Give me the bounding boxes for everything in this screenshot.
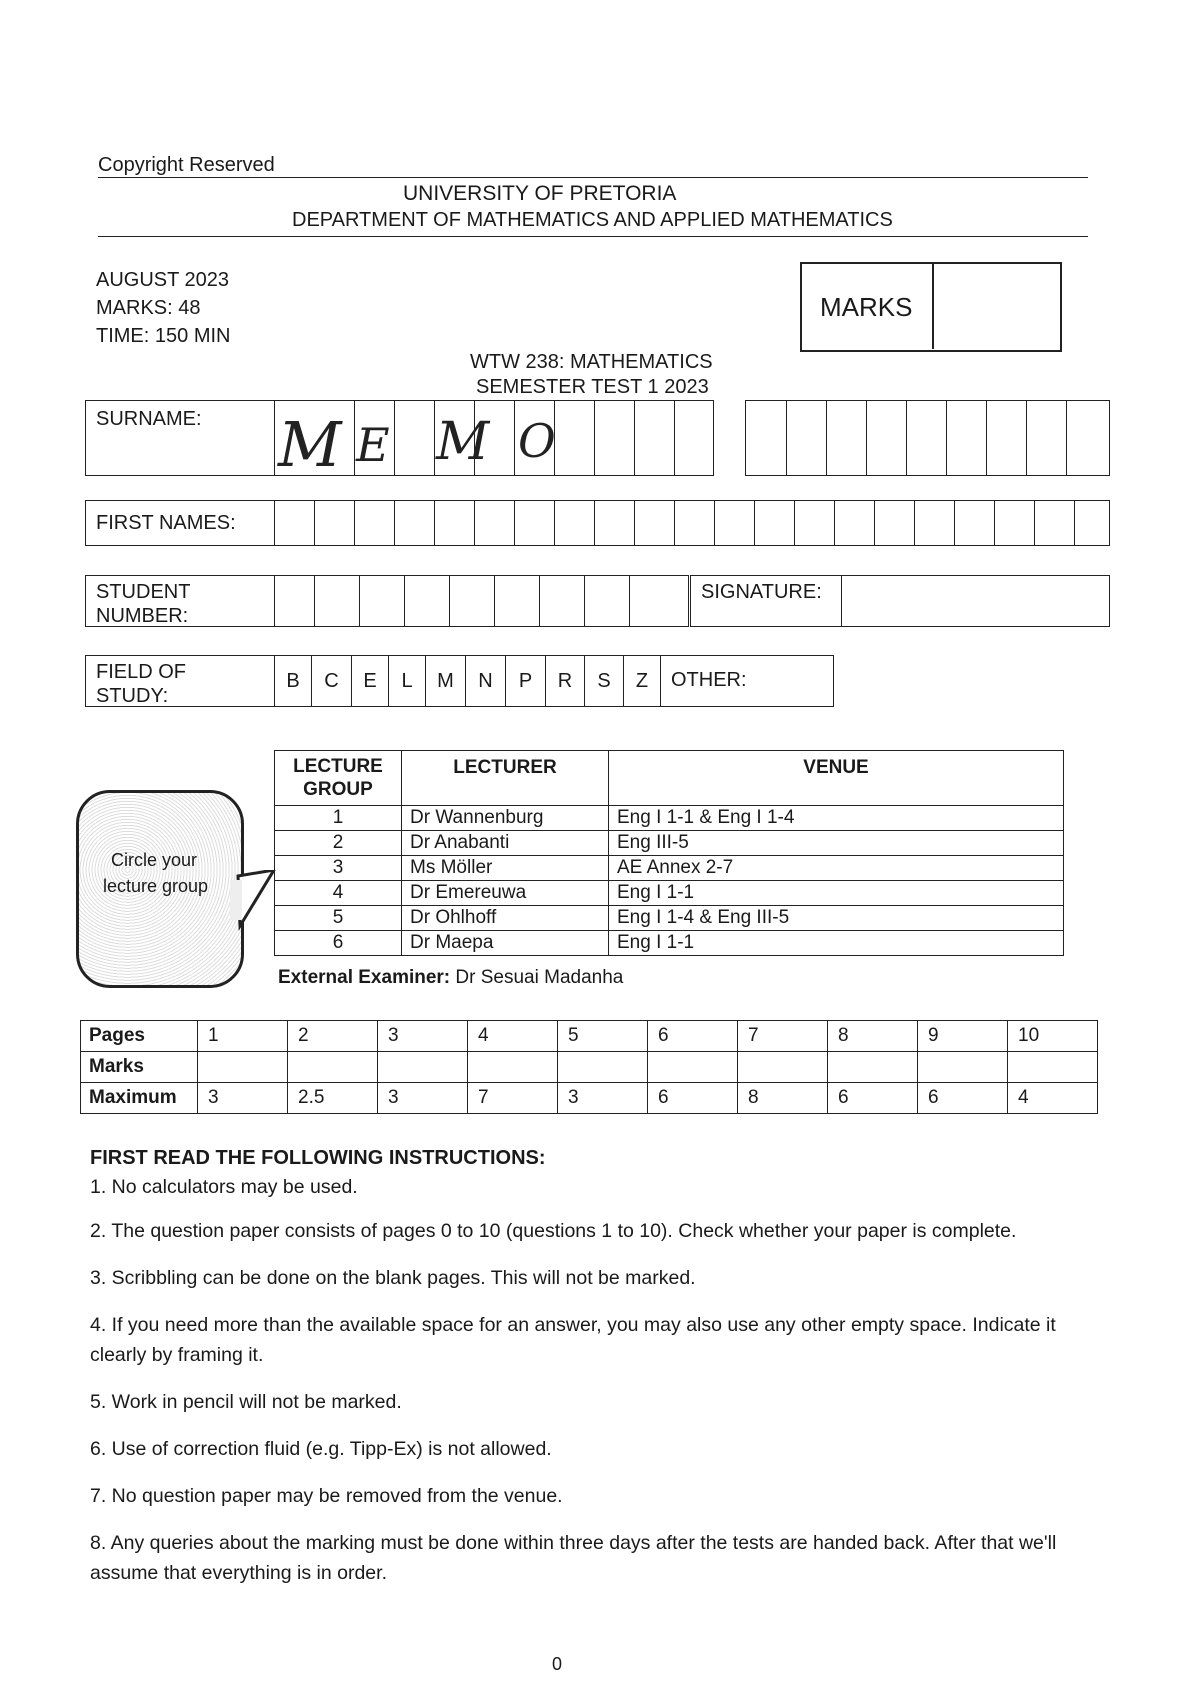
field-option-other[interactable]: [660, 656, 832, 706]
instruction-item: 2. The question paper consists of pages 0 to 10 (questions 1 to 10). Check whether your paper is complete.: [90, 1220, 1017, 1242]
callout-line-1: Circle your: [111, 850, 198, 870]
callout-line-2: lecture group: [103, 876, 209, 896]
marks-box-label: MARKS: [820, 292, 913, 322]
student-number-label-box: [85, 575, 275, 627]
instruction-item: 1. No calculators may be used.: [90, 1176, 358, 1198]
external-examiner: [278, 968, 623, 987]
maximum-cell: 6: [648, 1083, 738, 1114]
lecture-group-callout: [76, 790, 244, 988]
surname-label: SURNAME:: [96, 408, 202, 430]
exam-time: TIME: 150 MIN: [96, 325, 231, 347]
field-option-b[interactable]: B: [274, 656, 311, 706]
maximum-row-label: Maximum: [81, 1083, 198, 1114]
field-of-study-label-box: [85, 655, 275, 707]
external-examiner-name: Dr Sesuai Madanha: [455, 967, 624, 988]
department-name: DEPARTMENT OF MATHEMATICS AND APPLIED MATHEMATICS: [292, 209, 893, 231]
maximum-row: [81, 1083, 1098, 1114]
page-number: 0: [552, 1654, 563, 1674]
surname-handwritten-2: E: [356, 418, 390, 472]
surname-handwritten-3: M: [436, 412, 490, 472]
page-cell: 3: [378, 1021, 468, 1052]
test-title: SEMESTER TEST 1 2023: [476, 376, 709, 398]
instruction-item: 3. Scribbling can be done on the blank pages. This will not be marked.: [90, 1267, 696, 1289]
mark-cell[interactable]: [378, 1052, 468, 1083]
mark-cell[interactable]: [468, 1052, 558, 1083]
page-cell: 8: [828, 1021, 918, 1052]
mark-cell[interactable]: [558, 1052, 648, 1083]
lecture-group-row[interactable]: 3 Ms Möller AE Annex 2-7: [275, 856, 1064, 881]
marks-row-label: Marks: [81, 1052, 198, 1083]
surname-handwritten-1: M: [278, 408, 342, 481]
other-label: OTHER:: [671, 669, 747, 691]
field-option-n[interactable]: N: [465, 656, 505, 706]
surname-label-box: [85, 400, 275, 476]
maximum-cell: 7: [468, 1083, 558, 1114]
field-option-e[interactable]: E: [351, 656, 388, 706]
lecture-group-row[interactable]: 1 Dr Wannenburg Eng I 1-1 & Eng I 1-4: [275, 806, 1064, 831]
marks-box: [800, 262, 1062, 352]
mark-cell[interactable]: [288, 1052, 378, 1083]
field-option-s[interactable]: S: [584, 656, 623, 706]
lecture-group-row[interactable]: 6 Dr Maepa Eng I 1-1: [275, 931, 1064, 956]
field-option-z[interactable]: Z: [623, 656, 660, 706]
first-names-label: FIRST NAMES:: [96, 512, 236, 534]
page-cell: 2: [288, 1021, 378, 1052]
maximum-cell: 3: [558, 1083, 648, 1114]
lecture-table-header: [275, 751, 1064, 806]
exam-marks: MARKS: 48: [96, 297, 201, 319]
pages-row: [81, 1021, 1098, 1052]
header-venue: VENUE: [609, 751, 1064, 806]
surname-boxes-2[interactable]: [745, 400, 1110, 476]
instructions-list: [90, 1172, 1080, 1605]
instruction-item: 4. If you need more than the available space for an answer, you may also use any other empty space. Indicate it clearly by framing it.: [90, 1314, 1056, 1366]
exam-date: AUGUST 2023: [96, 269, 230, 291]
header-lecturer: LECTURER: [402, 751, 609, 806]
page-cell: 6: [648, 1021, 738, 1052]
mark-cell[interactable]: [918, 1052, 1008, 1083]
copyright-text: Copyright Reserved: [98, 154, 275, 176]
mark-cell[interactable]: [738, 1052, 828, 1083]
student-number-boxes[interactable]: [274, 575, 689, 627]
field-option-m[interactable]: M: [425, 656, 465, 706]
mark-cell[interactable]: [1008, 1052, 1098, 1083]
signature-box[interactable]: [690, 575, 1110, 627]
university-name: UNIVERSITY OF PRETORIA: [403, 182, 677, 205]
lecture-group-row[interactable]: 4 Dr Emereuwa Eng I 1-1: [275, 881, 1064, 906]
maximum-cell: 8: [738, 1083, 828, 1114]
header-lecture-group: LECTURE GROUP: [275, 751, 402, 806]
first-names-boxes[interactable]: [274, 500, 1110, 546]
maximum-cell: 3: [378, 1083, 468, 1114]
instruction-item: 6. Use of correction fluid (e.g. Tipp-Ex) is not allowed.: [90, 1438, 552, 1460]
field-label-2: STUDY:: [96, 685, 169, 707]
page-cell: 5: [558, 1021, 648, 1052]
page-cell: 9: [918, 1021, 1008, 1052]
mark-cell[interactable]: [198, 1052, 288, 1083]
instruction-item: 7. No question paper may be removed from the venue.: [90, 1485, 563, 1507]
callout-pointer: [230, 870, 280, 940]
lecture-group-row[interactable]: 5 Dr Ohlhoff Eng I 1-4 & Eng III-5: [275, 906, 1064, 931]
maximum-cell: 4: [1008, 1083, 1098, 1114]
marks-row: [81, 1052, 1098, 1083]
external-examiner-label: External Examiner:: [278, 967, 451, 988]
page-cell: 10: [1008, 1021, 1098, 1052]
lecture-group-table: [274, 750, 1064, 956]
pages-row-label: Pages: [81, 1021, 198, 1052]
page-cell: 1: [198, 1021, 288, 1052]
field-label-1: FIELD OF: [96, 661, 187, 683]
field-option-r[interactable]: R: [545, 656, 584, 706]
number-label: NUMBER:: [96, 605, 189, 627]
course-title: WTW 238: MATHEMATICS: [470, 351, 713, 373]
instruction-item: 5. Work in pencil will not be marked.: [90, 1391, 402, 1413]
signature-label: SIGNATURE:: [701, 581, 822, 603]
student-label: STUDENT: [96, 581, 191, 603]
surname-handwritten-4: O: [518, 414, 556, 468]
field-option-l[interactable]: L: [388, 656, 425, 706]
field-options: [274, 655, 834, 707]
header-rule-top: [98, 177, 1088, 178]
maximum-cell: 2.5: [288, 1083, 378, 1114]
mark-cell[interactable]: [648, 1052, 738, 1083]
first-names-label-box: [85, 500, 275, 546]
maximum-cell: 6: [918, 1083, 1008, 1114]
lecture-group-row[interactable]: 2 Dr Anabanti Eng III-5: [275, 831, 1064, 856]
field-option-p[interactable]: P: [505, 656, 545, 706]
instruction-item: 8. Any queries about the marking must be done within three days after the tests are handed back. After that we'll assume that everything is in order.: [90, 1532, 1057, 1584]
mark-cell[interactable]: [828, 1052, 918, 1083]
instructions-heading: FIRST READ THE FOLLOWING INSTRUCTIONS:: [90, 1147, 546, 1169]
page-cell: 4: [468, 1021, 558, 1052]
maximum-cell: 3: [198, 1083, 288, 1114]
field-option-c[interactable]: C: [311, 656, 351, 706]
header-rule-bottom: [98, 236, 1088, 237]
maximum-cell: 6: [828, 1083, 918, 1114]
marks-table: [80, 1020, 1098, 1114]
page-cell: 7: [738, 1021, 828, 1052]
